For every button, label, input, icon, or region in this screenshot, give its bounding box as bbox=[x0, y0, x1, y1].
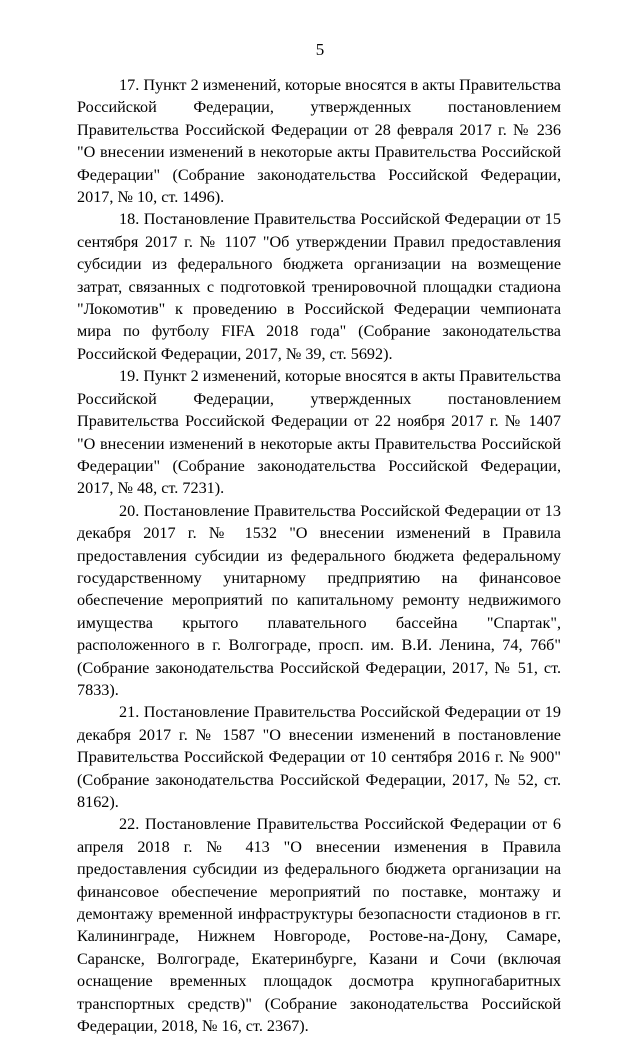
list-item-22: 22. Постановление Правительства Российской Федерации от 6 апреля 2018 г. № 413 "О внесении изменения в Правила предоставления субсидии из федерального бюджета организации на финансовое обеспечение мероприятий по поставке, монтажу и демонтажу временной инфраструктуры безопасности стадионов в гг. Калининграде, Нижнем Новгороде, Ростове-на-Дону, Самаре, Саранске, Волгограде, Екатеринбурге, Казани и Сочи (включая оснащение временных площадок досмотра крупногабаритных транспортных средств)" (Собрание законодательства Российской Федерации, 2018, № 16, ст. 2367). bbox=[77, 815, 561, 1036]
list-item-19: 19. Пункт 2 изменений, которые вносятся в акты Правительства Российской Федерации, утвержденных постановлением Правительства Российской Федерации от 22 ноября 2017 г. № 1407 "О внесении изменений в некоторые акты Правительства Российской Федерации" (Собрание законодательства Российской Федерации, 2017, № 48, ст. 7231). bbox=[77, 367, 561, 498]
page-number: 5 bbox=[315, 40, 325, 59]
list-item-17: 17. Пункт 2 изменений, которые вносятся в акты Правительства Российской Федерации, утвержденных постановлением Правительства Российской Федерации от 28 февраля 2017 г. № 236 "О внесении изменений в некоторые акты Правительства Российской Федерации" (Собрание законодательства Российской Федерации, 2017, № 10, ст. 1496). bbox=[77, 76, 561, 207]
list-item-21: 21. Постановление Правительства Российской Федерации от 19 декабря 2017 г. № 1587 "О внесении изменений в постановление Правительства Российской Федерации от 10 сентября 2016 г. № 900" (Собрание законодательства Российской Федерации, 2017, № 52, ст. 8162). bbox=[77, 703, 561, 811]
list-item-18: 18. Постановление Правительства Российской Федерации от 15 сентября 2017 г. № 1107 "Об утверждении Правил предоставления субсидии из федерального бюджета организации на возмещение затрат, связанных с подготовкой тренировочной площадки стадиона "Локомотив" к проведению в Российской Федерации чемпионата мира по футболу FIFA 2018 года" (Собрание законодательства Российской Федерации, 2017, № 39, ст. 5692). bbox=[77, 210, 561, 363]
document-body bbox=[77, 74, 561, 1037]
list-item-20: 20. Постановление Правительства Российской Федерации от 13 декабря 2017 г. № 1532 "О внесении изменений в Правила предоставления субсидии из федерального бюджета федеральному государственному унитарному предприятию на финансовое обеспечение мероприятий по капитальному ремонту недвижимого имущества крытого плавательного бассейна "Спартак", расположенного в г. Волгограде, просп. им. В.И. Ленина, 74, 76б" (Собрание законодательства Российской Федерации, 2017, № 51, ст. 7833). bbox=[77, 501, 561, 699]
